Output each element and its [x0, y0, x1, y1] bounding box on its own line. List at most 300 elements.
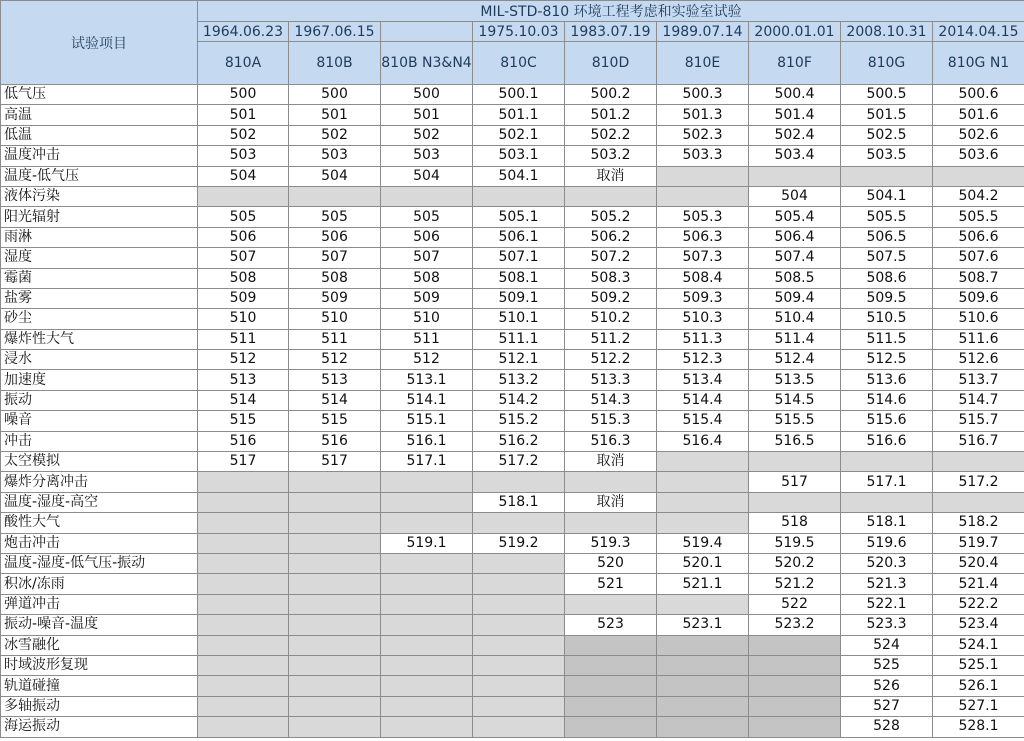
- method-number-cell: [473, 635, 565, 655]
- method-number-cell: 519.4: [657, 533, 749, 553]
- method-number-cell: [749, 676, 841, 696]
- method-number-cell: 511.2: [565, 329, 657, 349]
- method-number-cell: [473, 594, 565, 614]
- method-number-cell: 515.1: [381, 411, 473, 431]
- method-number-cell: 516.2: [473, 431, 565, 451]
- method-number-cell: 503: [198, 146, 289, 166]
- method-number-cell: 517: [289, 452, 381, 472]
- method-number-cell: 501.4: [749, 105, 841, 125]
- test-item-name: 加速度: [1, 370, 198, 390]
- test-item-name: 爆炸性大气: [1, 329, 198, 349]
- test-item-header: 试验项目: [1, 1, 198, 85]
- method-number-cell: 504: [198, 166, 289, 186]
- method-number-cell: 503: [381, 146, 473, 166]
- method-number-cell: [289, 676, 381, 696]
- method-number-cell: 525.1: [933, 655, 1024, 675]
- table-row: [1, 85, 1024, 105]
- method-number-cell: [289, 186, 381, 206]
- method-number-cell: [657, 166, 749, 186]
- method-number-cell: 503: [289, 146, 381, 166]
- method-number-cell: [381, 472, 473, 492]
- method-number-cell: 521.2: [749, 574, 841, 594]
- method-number-cell: 502.2: [565, 125, 657, 145]
- method-number-cell: 519.2: [473, 533, 565, 553]
- version-cell: 810G N1: [933, 42, 1024, 85]
- method-number-cell: 519.6: [841, 533, 933, 553]
- method-number-cell: 514.6: [841, 390, 933, 410]
- table-row: [1, 146, 1024, 166]
- method-number-cell: 510: [198, 309, 289, 329]
- method-number-cell: 503.2: [565, 146, 657, 166]
- table-row: [1, 452, 1024, 472]
- method-number-cell: 507: [198, 248, 289, 268]
- method-number-cell: 518: [749, 513, 841, 533]
- method-number-cell: 514.5: [749, 390, 841, 410]
- method-number-cell: [841, 492, 933, 512]
- method-number-cell: [289, 635, 381, 655]
- table-row: [1, 248, 1024, 268]
- release-date-cell: 1964.06.23: [198, 22, 289, 42]
- table-row: [1, 390, 1024, 410]
- method-number-cell: [198, 696, 289, 716]
- release-date-cell: 2008.10.31: [841, 22, 933, 42]
- method-number-cell: 508: [198, 268, 289, 288]
- test-item-name: 多轴振动: [1, 696, 198, 716]
- method-number-cell: 505.1: [473, 207, 565, 227]
- method-number-cell: [657, 635, 749, 655]
- table-row: [1, 411, 1024, 431]
- method-number-cell: 512.2: [565, 350, 657, 370]
- method-number-cell: 514.2: [473, 390, 565, 410]
- method-number-cell: 505.2: [565, 207, 657, 227]
- method-number-cell: 512.1: [473, 350, 565, 370]
- method-number-cell: [749, 655, 841, 675]
- method-number-cell: [749, 166, 841, 186]
- method-number-cell: 500.4: [749, 85, 841, 105]
- test-item-name: 积冰/冻雨: [1, 574, 198, 594]
- method-number-cell: 515.6: [841, 411, 933, 431]
- method-number-cell: [198, 635, 289, 655]
- method-number-cell: 500.2: [565, 85, 657, 105]
- method-number-cell: [198, 533, 289, 553]
- method-number-cell: 505: [198, 207, 289, 227]
- release-date-cell: 2014.04.15: [933, 22, 1024, 42]
- method-number-cell: 519.7: [933, 533, 1024, 553]
- method-number-cell: 510: [381, 309, 473, 329]
- method-number-cell: 518.2: [933, 513, 1024, 533]
- method-number-cell: [565, 635, 657, 655]
- method-number-cell: 508.4: [657, 268, 749, 288]
- method-number-cell: 524.1: [933, 635, 1024, 655]
- method-number-cell: 513.6: [841, 370, 933, 390]
- method-number-cell: [198, 553, 289, 573]
- method-number-cell: 513.4: [657, 370, 749, 390]
- method-number-cell: [657, 492, 749, 512]
- method-number-cell: 502.3: [657, 125, 749, 145]
- method-number-cell: 501.1: [473, 105, 565, 125]
- method-number-cell: 510: [289, 309, 381, 329]
- method-number-cell: 506.6: [933, 227, 1024, 247]
- method-number-cell: [198, 676, 289, 696]
- method-number-cell: [198, 513, 289, 533]
- method-number-cell: 508.3: [565, 268, 657, 288]
- method-number-cell: 503.4: [749, 146, 841, 166]
- method-number-cell: 508: [289, 268, 381, 288]
- release-date-cell: 1983.07.19: [565, 22, 657, 42]
- method-number-cell: [381, 717, 473, 737]
- method-number-cell: 517.2: [933, 472, 1024, 492]
- test-item-name: 时域波形复现: [1, 655, 198, 675]
- method-number-cell: 517.1: [841, 472, 933, 492]
- method-number-cell: 520: [565, 553, 657, 573]
- method-number-cell: 509.5: [841, 288, 933, 308]
- test-item-name: 噪音: [1, 411, 198, 431]
- method-number-cell: 508.6: [841, 268, 933, 288]
- test-item-name: 海运振动: [1, 717, 198, 737]
- method-number-cell: [381, 696, 473, 716]
- version-cell: 810G: [841, 42, 933, 85]
- method-number-cell: 517: [749, 472, 841, 492]
- method-number-cell: 506.2: [565, 227, 657, 247]
- test-item-name: 太空模拟: [1, 452, 198, 472]
- method-number-cell: 513.3: [565, 370, 657, 390]
- method-number-cell: 518.1: [841, 513, 933, 533]
- method-number-cell: 520.3: [841, 553, 933, 573]
- method-number-cell: 501.3: [657, 105, 749, 125]
- method-number-cell: 509.2: [565, 288, 657, 308]
- method-number-cell: [198, 615, 289, 635]
- method-number-cell: [198, 717, 289, 737]
- method-number-cell: 510.5: [841, 309, 933, 329]
- test-item-name: 霉菌: [1, 268, 198, 288]
- method-number-cell: 513.7: [933, 370, 1024, 390]
- test-item-name: 酸性大气: [1, 513, 198, 533]
- method-number-cell: 509: [289, 288, 381, 308]
- method-number-cell: [657, 696, 749, 716]
- method-number-cell: 511: [198, 329, 289, 349]
- method-number-cell: 520.1: [657, 553, 749, 573]
- method-number-cell: 509: [198, 288, 289, 308]
- test-item-name: 振动: [1, 390, 198, 410]
- method-number-cell: 506: [289, 227, 381, 247]
- table-row: [1, 594, 1024, 614]
- method-number-cell: 510.1: [473, 309, 565, 329]
- test-item-name: 轨道碰撞: [1, 676, 198, 696]
- method-number-cell: [657, 186, 749, 206]
- test-item-name: 砂尘: [1, 309, 198, 329]
- method-number-cell: 510.2: [565, 309, 657, 329]
- method-number-cell: 509: [381, 288, 473, 308]
- method-number-cell: [289, 717, 381, 737]
- table-row: [1, 655, 1024, 675]
- method-number-cell: [565, 717, 657, 737]
- method-number-cell: 522.2: [933, 594, 1024, 614]
- method-number-cell: 516.4: [657, 431, 749, 451]
- method-number-cell: [381, 513, 473, 533]
- table-row: [1, 676, 1024, 696]
- method-number-cell: [657, 717, 749, 737]
- method-number-cell: 522.1: [841, 594, 933, 614]
- method-number-cell: 516.1: [381, 431, 473, 451]
- method-number-cell: 506.3: [657, 227, 749, 247]
- method-number-cell: 520.2: [749, 553, 841, 573]
- version-cell: 810B N3&N4: [381, 42, 473, 85]
- method-number-cell: [198, 186, 289, 206]
- method-number-cell: 509.3: [657, 288, 749, 308]
- method-number-cell: 516: [289, 431, 381, 451]
- method-number-cell: [381, 676, 473, 696]
- method-number-cell: 512.5: [841, 350, 933, 370]
- method-number-cell: 514: [198, 390, 289, 410]
- test-item-name: 雨淋: [1, 227, 198, 247]
- table-row: [1, 207, 1024, 227]
- method-number-cell: 523: [565, 615, 657, 635]
- method-number-cell: 528.1: [933, 717, 1024, 737]
- method-number-cell: [657, 452, 749, 472]
- method-number-cell: 501: [381, 105, 473, 125]
- method-number-cell: 504.1: [473, 166, 565, 186]
- method-number-cell: 507.4: [749, 248, 841, 268]
- table-row: [1, 166, 1024, 186]
- test-item-name: 液体污染: [1, 186, 198, 206]
- method-number-cell: 512: [381, 350, 473, 370]
- method-number-cell: 507.1: [473, 248, 565, 268]
- test-item-name: 弹道冲击: [1, 594, 198, 614]
- method-number-cell: 508.7: [933, 268, 1024, 288]
- method-number-cell: 517.2: [473, 452, 565, 472]
- table-row: [1, 186, 1024, 206]
- method-number-cell: 525: [841, 655, 933, 675]
- method-number-cell: [289, 553, 381, 573]
- method-number-cell: 501: [289, 105, 381, 125]
- method-number-cell: 514.4: [657, 390, 749, 410]
- method-number-cell: 507.5: [841, 248, 933, 268]
- method-number-cell: 507.2: [565, 248, 657, 268]
- method-number-cell: [289, 492, 381, 512]
- method-number-cell: [473, 574, 565, 594]
- test-item-name: 高温: [1, 105, 198, 125]
- method-number-cell: 523.4: [933, 615, 1024, 635]
- table-row: [1, 492, 1024, 512]
- method-number-cell: 506: [381, 227, 473, 247]
- table-row: [1, 370, 1024, 390]
- method-number-cell: 511.5: [841, 329, 933, 349]
- method-number-cell: [749, 717, 841, 737]
- method-number-cell: 526: [841, 676, 933, 696]
- method-number-cell: [289, 615, 381, 635]
- method-number-cell: 519.1: [381, 533, 473, 553]
- method-number-cell: 523.3: [841, 615, 933, 635]
- method-number-cell: 501.2: [565, 105, 657, 125]
- version-cell: 810C: [473, 42, 565, 85]
- method-number-cell: 509.6: [933, 288, 1024, 308]
- method-number-cell: [841, 166, 933, 186]
- method-number-cell: [473, 472, 565, 492]
- method-number-cell: 521.4: [933, 574, 1024, 594]
- method-number-cell: [198, 472, 289, 492]
- method-number-cell: [381, 615, 473, 635]
- method-number-cell: [473, 655, 565, 675]
- method-number-cell: 501.5: [841, 105, 933, 125]
- method-number-cell: 515.3: [565, 411, 657, 431]
- table-row: [1, 227, 1024, 247]
- method-number-cell: 516: [198, 431, 289, 451]
- test-item-name: 阳光辐射: [1, 207, 198, 227]
- method-number-cell: 521.3: [841, 574, 933, 594]
- method-number-cell: 510.4: [749, 309, 841, 329]
- method-number-cell: 511.6: [933, 329, 1024, 349]
- method-number-cell: 512.3: [657, 350, 749, 370]
- table-row: [1, 309, 1024, 329]
- table-row: [1, 696, 1024, 716]
- method-number-cell: 505.3: [657, 207, 749, 227]
- method-number-cell: [381, 574, 473, 594]
- method-number-cell: [198, 655, 289, 675]
- method-number-cell: [381, 655, 473, 675]
- method-number-cell: 505: [289, 207, 381, 227]
- table-row: [1, 553, 1024, 573]
- method-number-cell: 515.5: [749, 411, 841, 431]
- method-number-cell: 500.6: [933, 85, 1024, 105]
- method-number-cell: 514.1: [381, 390, 473, 410]
- version-cell: 810D: [565, 42, 657, 85]
- method-number-cell: [933, 452, 1024, 472]
- method-number-cell: 514.7: [933, 390, 1024, 410]
- method-number-cell: 519.3: [565, 533, 657, 553]
- method-number-cell: [657, 472, 749, 492]
- method-number-cell: [381, 553, 473, 573]
- method-number-cell: 508.1: [473, 268, 565, 288]
- method-number-cell: 500: [289, 85, 381, 105]
- method-number-cell: 513: [289, 370, 381, 390]
- table-row: [1, 431, 1024, 451]
- method-number-cell: 527: [841, 696, 933, 716]
- version-cell: 810F: [749, 42, 841, 85]
- method-number-cell: 504: [381, 166, 473, 186]
- table-row: [1, 574, 1024, 594]
- release-date-cell: 2000.01.01: [749, 22, 841, 42]
- method-number-cell: [749, 635, 841, 655]
- method-number-cell: [473, 676, 565, 696]
- table-row: [1, 350, 1024, 370]
- method-number-cell: 503.6: [933, 146, 1024, 166]
- method-number-cell: 522: [749, 594, 841, 614]
- method-number-cell: 513: [198, 370, 289, 390]
- test-item-name: 爆炸分离冲击: [1, 472, 198, 492]
- method-number-cell: 取消: [565, 452, 657, 472]
- method-number-cell: 503.3: [657, 146, 749, 166]
- method-number-cell: [565, 696, 657, 716]
- table-row: [1, 513, 1024, 533]
- method-number-cell: 524: [841, 635, 933, 655]
- method-number-cell: [381, 186, 473, 206]
- method-number-cell: 516.3: [565, 431, 657, 451]
- method-number-cell: [473, 696, 565, 716]
- method-number-cell: 505.4: [749, 207, 841, 227]
- test-item-name: 炮击冲击: [1, 533, 198, 553]
- table-row: [1, 125, 1024, 145]
- method-number-cell: 506.1: [473, 227, 565, 247]
- table-row: [1, 533, 1024, 553]
- method-number-cell: 506.5: [841, 227, 933, 247]
- method-number-cell: 501.6: [933, 105, 1024, 125]
- method-number-cell: 528: [841, 717, 933, 737]
- method-number-cell: 516.7: [933, 431, 1024, 451]
- method-number-cell: 507.3: [657, 248, 749, 268]
- method-number-cell: [565, 513, 657, 533]
- method-number-cell: 520.4: [933, 553, 1024, 573]
- method-number-cell: 511.3: [657, 329, 749, 349]
- test-item-name: 湿度: [1, 248, 198, 268]
- method-number-cell: 503.5: [841, 146, 933, 166]
- method-number-cell: 500: [381, 85, 473, 105]
- test-item-name: 温度冲击: [1, 146, 198, 166]
- method-number-cell: [198, 492, 289, 512]
- method-number-cell: 511: [289, 329, 381, 349]
- method-number-cell: [473, 513, 565, 533]
- method-number-cell: 509.4: [749, 288, 841, 308]
- method-number-cell: [473, 615, 565, 635]
- release-date-cell: [381, 22, 473, 42]
- method-number-cell: 515: [289, 411, 381, 431]
- version-cell: 810A: [198, 42, 289, 85]
- method-number-cell: [657, 655, 749, 675]
- method-number-cell: 521.1: [657, 574, 749, 594]
- method-number-cell: [381, 635, 473, 655]
- method-number-cell: [933, 166, 1024, 186]
- method-number-cell: 515.4: [657, 411, 749, 431]
- method-number-cell: 500.5: [841, 85, 933, 105]
- test-item-name: 冰雪融化: [1, 635, 198, 655]
- method-number-cell: 511.4: [749, 329, 841, 349]
- method-number-cell: 502: [198, 125, 289, 145]
- method-number-cell: 507: [289, 248, 381, 268]
- method-number-cell: 512: [289, 350, 381, 370]
- method-number-cell: 521: [565, 574, 657, 594]
- method-number-cell: 523.1: [657, 615, 749, 635]
- table-row: [1, 472, 1024, 492]
- method-number-cell: [749, 492, 841, 512]
- method-number-cell: 502: [289, 125, 381, 145]
- method-number-cell: [933, 492, 1024, 512]
- method-number-cell: 512: [198, 350, 289, 370]
- method-number-cell: [289, 472, 381, 492]
- method-number-cell: 515.2: [473, 411, 565, 431]
- method-number-cell: [289, 594, 381, 614]
- method-number-cell: 501: [198, 105, 289, 125]
- method-number-cell: [381, 594, 473, 614]
- table-row: [1, 268, 1024, 288]
- test-item-name: 低温: [1, 125, 198, 145]
- method-number-cell: [289, 696, 381, 716]
- method-number-cell: [198, 594, 289, 614]
- method-number-cell: 504: [289, 166, 381, 186]
- method-number-cell: [289, 533, 381, 553]
- method-number-cell: 523.2: [749, 615, 841, 635]
- method-number-cell: 514: [289, 390, 381, 410]
- method-number-cell: [473, 717, 565, 737]
- method-number-cell: 507: [381, 248, 473, 268]
- method-number-cell: 513.2: [473, 370, 565, 390]
- method-number-cell: 502.5: [841, 125, 933, 145]
- method-number-cell: 526.1: [933, 676, 1024, 696]
- method-number-cell: 504.2: [933, 186, 1024, 206]
- method-number-cell: 取消: [565, 492, 657, 512]
- table-header: [1, 1, 1024, 85]
- test-item-name: 冲击: [1, 431, 198, 451]
- method-number-cell: 505.5: [841, 207, 933, 227]
- method-number-cell: 504.1: [841, 186, 933, 206]
